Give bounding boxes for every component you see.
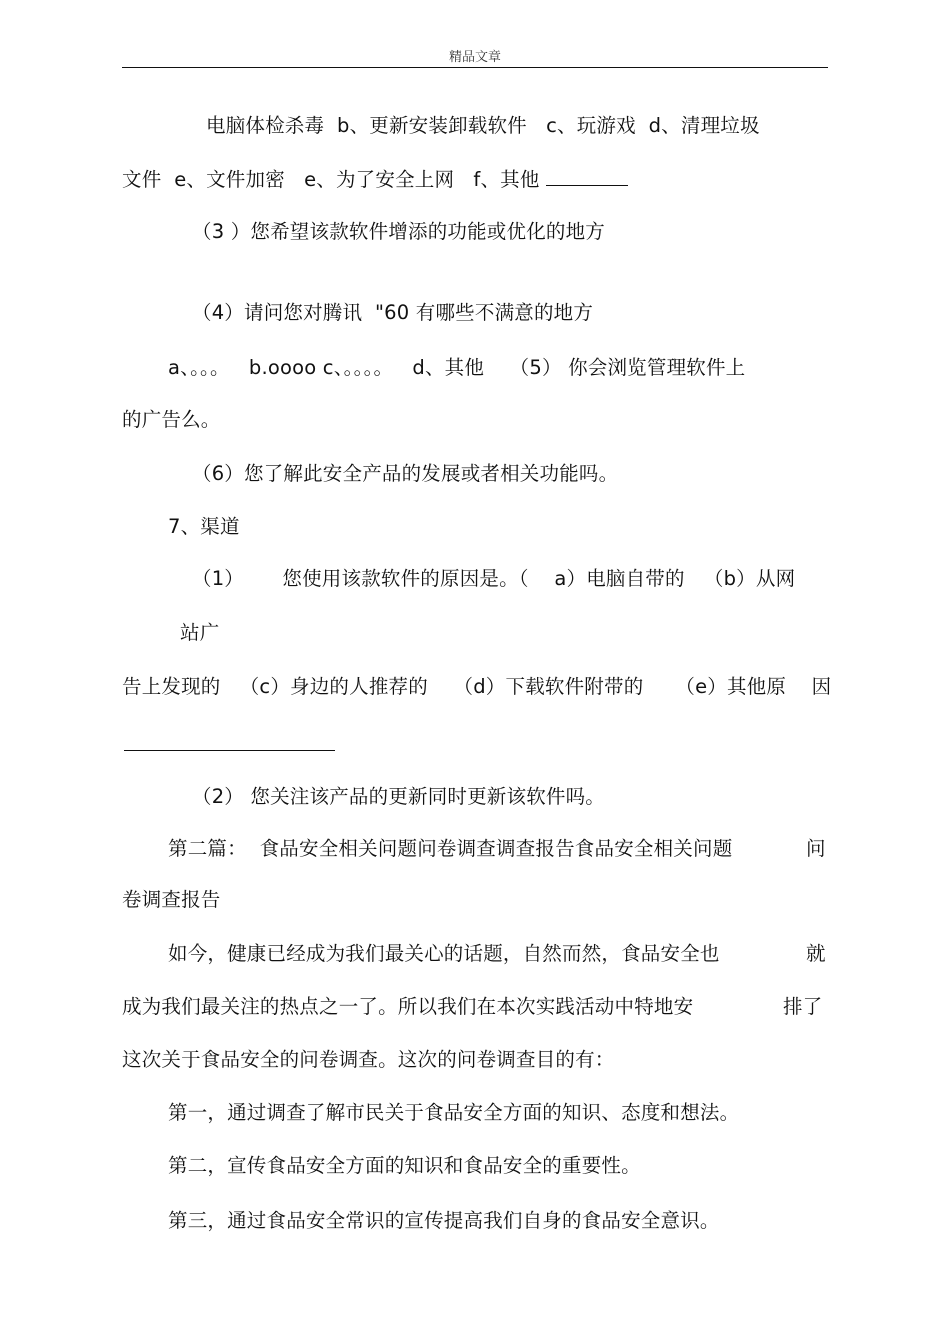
- text-line-12: （2） 您关注该产品的更新同时更新该软件吗。: [192, 785, 606, 808]
- text-line-14: 卷调查报告: [122, 888, 221, 911]
- text-line-5: a、。。。 b.oooo c、。。。。 d、其他 （5） 你会浏览管理软件上: [168, 356, 746, 379]
- text-line-1: 电脑体检杀毒 b、更新安装卸载软件 c、玩游戏 d、清理垃圾: [206, 114, 760, 137]
- text-line-15-end: 就: [806, 942, 826, 965]
- text-line-2-content: 文件 e、文件加密 e、为了安全上网 f、其他: [122, 168, 540, 191]
- text-line-19: 第二，宣传食品安全方面的知识和食品安全的重要性。: [168, 1154, 641, 1177]
- text-line-13-end: 问: [806, 837, 826, 860]
- answer-blank-line: [124, 750, 335, 751]
- text-line-16: 成为我们最关注的热点之一了。所以我们在本次实践活动中特地安: [122, 995, 694, 1018]
- text-line-4: （4）请问您对腾讯 "60 有哪些不满意的地方: [192, 301, 594, 324]
- text-line-3: （3 ）您希望该款软件增添的功能或优化的地方: [192, 220, 606, 243]
- text-line-6: 的广告么。: [122, 408, 221, 431]
- text-line-16-end: 排了: [783, 995, 823, 1018]
- text-line-20: 第三，通过食品安全常识的宣传提高我们自身的食品安全意识。: [168, 1209, 720, 1232]
- text-line-2: [122, 167, 628, 193]
- text-line-15: 如今，健康已经成为我们最关心的话题，自然而然，食品安全也: [168, 942, 720, 965]
- section-heading-channel: 7、渠道: [168, 515, 240, 538]
- text-line-18: 第一，通过调查了解市民关于食品安全方面的知识、态度和想法。: [168, 1101, 740, 1124]
- text-line-9: （1） 您使用该款软件的原因是。（ a）电脑自带的 （b）从网: [192, 567, 796, 590]
- header-divider: [122, 67, 828, 68]
- text-line-17: 这次关于食品安全的问卷调查。这次的问卷调查目的有：: [122, 1048, 615, 1071]
- text-line-10: 站广: [180, 621, 220, 644]
- text-line-13: 第二篇： 食品安全相关问题问卷调查调查报告食品安全相关问题: [168, 837, 733, 860]
- text-line-11: 告上发现的 （c）身边的人推荐的 （d）下载软件附带的 （e）其他原 因: [122, 675, 832, 698]
- text-line-7: （6）您了解此安全产品的发展或者相关功能吗。: [192, 462, 619, 485]
- fill-in-blank: [546, 167, 628, 186]
- page-header-title: 精品文章: [448, 50, 501, 65]
